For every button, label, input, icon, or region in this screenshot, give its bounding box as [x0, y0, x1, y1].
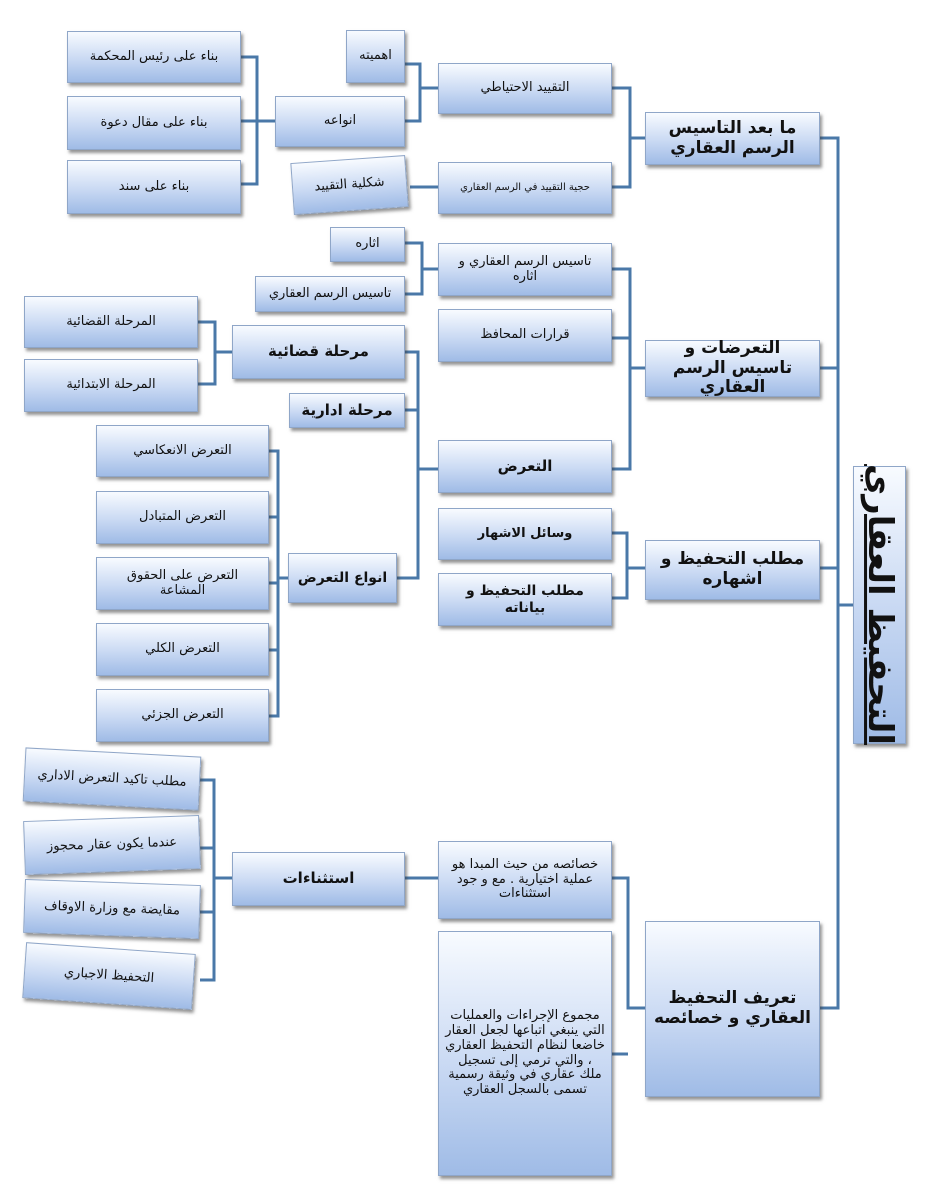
- node-judicial-item: المرحلة القضائية: [24, 296, 198, 348]
- root-node: [853, 466, 906, 744]
- branch-request-publicity: مطلب التحفيظ و اشهاره: [645, 540, 820, 600]
- node-opposition: التعرض: [438, 440, 612, 493]
- node-exception-waqf: مقايضة مع وزارة الاوقاف: [23, 879, 201, 939]
- branch-definition: تعريف التحفيظ العقاري و خصائصه: [645, 921, 820, 1097]
- node-type-reflexive: التعرض الانعكاسي: [96, 425, 269, 477]
- node-exceptions: استثناءات: [232, 852, 405, 906]
- node-definition-meaning: مجموع الإجراءات والعمليات التي ينبغي اتباعها لجعل العقار خاضعا لنظام التحفيظ العقاري ، والتي ترمي إلى تسجيل ملك عقاري في وثيقة رسمية تسمى بالسجل العقاري: [438, 931, 612, 1176]
- node-exception-seized: عندما يكون عقار محجوز: [23, 815, 201, 875]
- node-type-partial: التعرض الجزئي: [96, 689, 269, 742]
- node-type-lawsuit: بناء على مقال دعوة: [67, 96, 241, 150]
- node-authority: حجية التقييد في الرسم العقاري: [438, 162, 612, 214]
- node-admin-phase: مرحلة ادارية: [289, 393, 405, 428]
- node-type-shared-rights: التعرض على الحقوق المشاعة: [96, 557, 269, 610]
- node-traits: خصائصه من حيث المبدا هو عملية اختيارية . مع و جود استثناءات: [438, 841, 612, 919]
- branch-after-founding: ما بعد التاسيس الرسم العقاري: [645, 112, 820, 165]
- node-type-court-president: بناء على رئيس المحكمة: [67, 31, 241, 83]
- branch-oppositions-founding: التعرضات و تاسيس الرسم العقاري: [645, 340, 820, 397]
- node-judicial-phase: مرحلة قضائية: [232, 325, 405, 379]
- node-type-deed: بناء على سند: [67, 160, 241, 214]
- node-founding: تاسيس الرسم العقاري: [255, 276, 405, 312]
- node-types: انواعه: [275, 96, 405, 147]
- node-type-total: التعرض الكلي: [96, 623, 269, 676]
- root-title: التحفيظ العقاري: [860, 464, 901, 746]
- node-publicity-means: وسائل الاشهار: [438, 508, 612, 560]
- node-precautionary: التقييد الاحتياطي: [438, 63, 612, 114]
- node-type-mutual: التعرض المتبادل: [96, 491, 269, 544]
- node-formality: شكلية التقييد: [290, 155, 408, 215]
- node-opposition-types: انواع التعرض: [288, 553, 397, 603]
- node-exception-confirm: مطلب تاكيد التعرض الاداري: [23, 747, 202, 810]
- node-founding-effects: تاسيس الرسم العقاري و اثاره: [438, 243, 612, 296]
- node-decisions: قرارات المحافظ: [438, 309, 612, 362]
- node-effects: اثاره: [330, 227, 405, 262]
- node-request-data: مطلب التحفيظ و بياناته: [438, 573, 612, 626]
- node-importance: اهميته: [346, 30, 405, 83]
- node-exception-mandatory: التحفيظ الاجباري: [22, 942, 195, 1010]
- node-primary-item: المرحلة الابتدائية: [24, 359, 198, 412]
